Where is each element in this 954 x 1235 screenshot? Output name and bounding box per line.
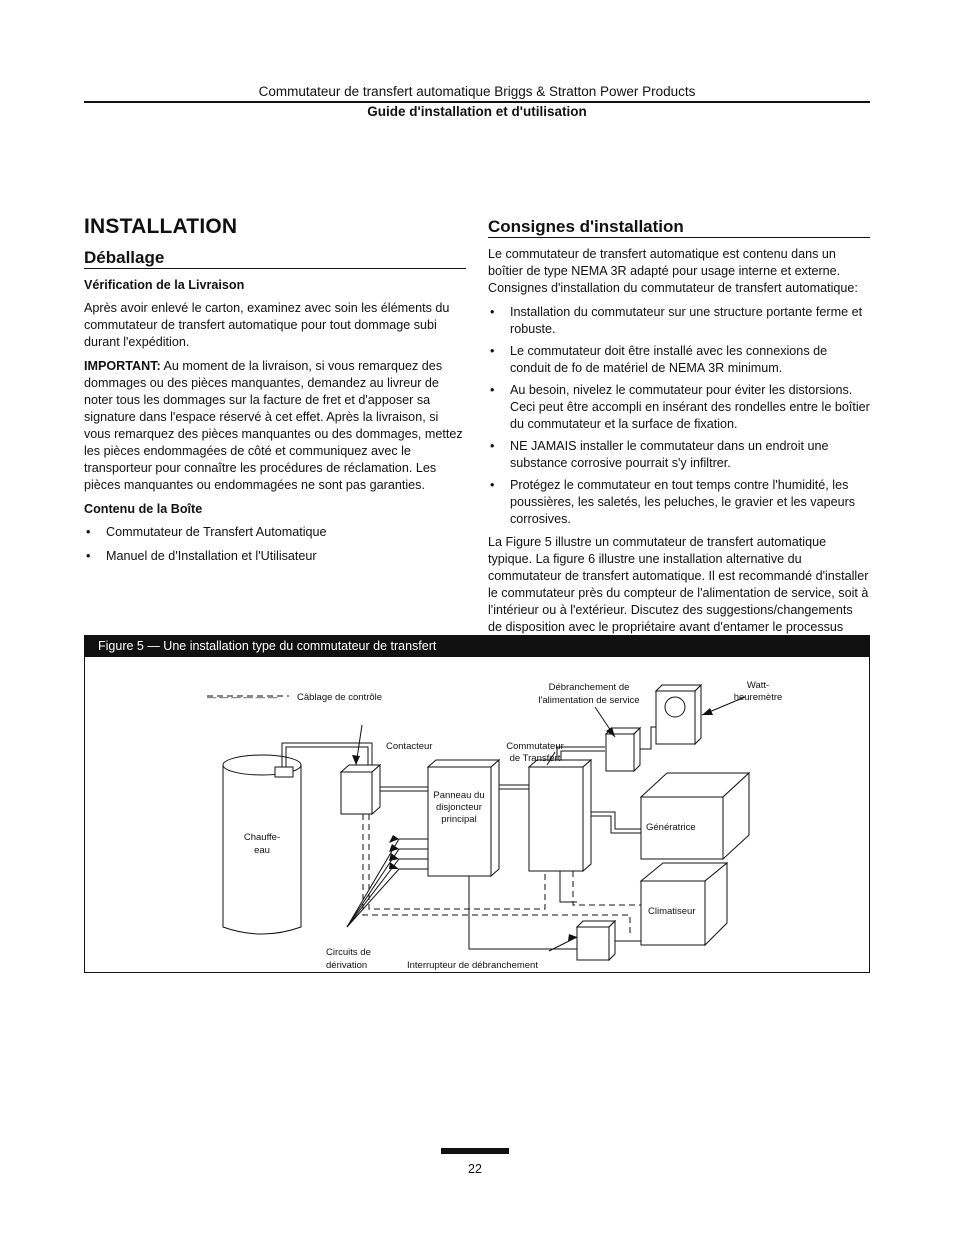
list-item: • NE JAMAIS installer le commutateur dans un endroit une substance corrosive pourrait s'y infiltrer. — [488, 438, 870, 472]
disconnect-switch-box — [577, 921, 615, 960]
meter-label-line1: Watt- — [746, 680, 770, 691]
list-item: • Installation du commutateur sur une structure portante ferme et robuste. — [488, 304, 870, 338]
water-heater-label-line1: Chauffe- — [243, 832, 281, 843]
panel-label-line3: principal — [441, 814, 477, 825]
header-subtitle: Guide d'installation et d'utilisation — [367, 104, 587, 119]
guidelines-closing: La Figure 5 illustre un commutateur de transfert automatique typique. La figure 6 illustre une installation alternative du commutateur de transfert automatique. Il est recommandé d'installer le commutateur près du compteur de l'alimentation de service, soit à l'intérieur ou à l'extérieur. Discutez des suggestions/changements de disposition avec le propriétaire avant d'entamer le processus — [488, 535, 869, 634]
contactor-label: Contacteur — [386, 741, 433, 752]
watt-hour-meter — [656, 685, 701, 744]
transfer-switch-label-line2: de Transfert — [509, 753, 561, 764]
air-conditioner-box — [641, 863, 727, 945]
important-label: IMPORTANT: — [84, 359, 161, 373]
generator-box — [641, 773, 749, 859]
service-disconnect-box — [606, 728, 640, 771]
service-disconnect-label-line2: l'alimentation de service — [538, 695, 640, 706]
figure-caption: Figure 5 — Une installation type du commutateur de transfert — [85, 636, 869, 657]
air-conditioner-label: Climatiseur — [648, 906, 696, 917]
meter-label-line2: heuremètre — [733, 692, 783, 703]
installation-diagram — [85, 657, 869, 971]
generator-label: Génératrice — [646, 822, 696, 833]
important-paragraph — [84, 358, 466, 494]
branch-circuits-label-line2: dérivation — [326, 960, 368, 971]
contactor-box — [341, 765, 380, 814]
transfer-switch-box — [529, 760, 591, 871]
installation-guidelines-heading: Consignes d'installation — [488, 217, 684, 236]
list-item: • Protégez le commutateur en tout temps contre l'humidité, les poussières, les saletés, les peluches, le gravier et les vapeurs corrosives. — [488, 477, 870, 528]
header-rule — [84, 101, 870, 103]
left-column — [84, 215, 466, 572]
guidelines-intro: Le commutateur de transfert automatique est contenu dans un boîtier de type NEMA 3R adapté pour usage interne et externe. Consignes d'installation du commutateur de transfert automatique: — [488, 247, 858, 295]
service-disconnect-label-line1: Débranchement de — [548, 682, 630, 693]
water-heater-label-line2: eau — [254, 845, 270, 856]
legend-dash-text: — — — — — — — [207, 692, 278, 703]
guidelines-rule — [488, 237, 870, 238]
contents-heading: Contenu de la Boîte — [84, 502, 203, 516]
guidelines-list — [488, 304, 870, 528]
list-item: • Au besoin, nivelez le commutateur pour éviter les distorsions. Ceci peut être accompli en insérant des rondelles entre le boîtier du commutateur et la surface de fixation. — [488, 382, 870, 433]
verification-heading: Vérification de la Livraison — [84, 278, 245, 292]
list-item: • Le commutateur doit être installé avec les connexions de conduit de fo de matériel de NEMA 3R minimum. — [488, 343, 870, 377]
panel-label-line1: Panneau du — [433, 790, 485, 801]
list-item: • Commutateur de Transfert Automatique — [84, 524, 466, 541]
unpacking-heading: Déballage — [84, 248, 165, 267]
verification-text: Après avoir enlevé le carton, examinez avec soin les éléments du commutateur de transfert automatique pour tout dommage subi durant l'expédition. — [84, 301, 450, 349]
panel-label-line2: disjoncteur — [436, 802, 482, 813]
important-text: Au moment de la livraison, si vous remarquez des dommages ou des pièces manquantes, demandez au livreur de noter tous les dommages sur la facture de fret et d'apposer sa signature dans l'espace réservé à cet effet. Après la livraison, si vous remarquez des pièces manquantes ou des dommages, mettez les pièces endommagées de côté et communiquez avec le transporteur pour connaître les procédures de réclamation. Les pièces manquantes ou endommagées ne sont pas garanties. — [84, 359, 463, 492]
section-title: INSTALLATION — [84, 215, 238, 238]
page-number-bar — [441, 1148, 509, 1154]
list-item: • Manuel de d'Installation et l'Utilisateur — [84, 548, 466, 565]
header-title: Commutateur de transfert automatique Briggs & Stratton Power Products — [258, 84, 696, 99]
disconnect-switch-label: Interrupteur de débranchement — [407, 960, 538, 971]
figure-5 — [84, 635, 870, 973]
branch-circuits-label-line1: Circuits de — [326, 947, 371, 958]
contents-list — [84, 524, 466, 565]
legend-control-wiring-label: Câblage de contrôle — [297, 692, 383, 703]
page-number: 22 — [468, 1162, 482, 1176]
right-column — [488, 218, 870, 660]
transfer-switch-label-line1: Commutateur — [506, 741, 564, 752]
unpacking-rule — [84, 268, 466, 269]
